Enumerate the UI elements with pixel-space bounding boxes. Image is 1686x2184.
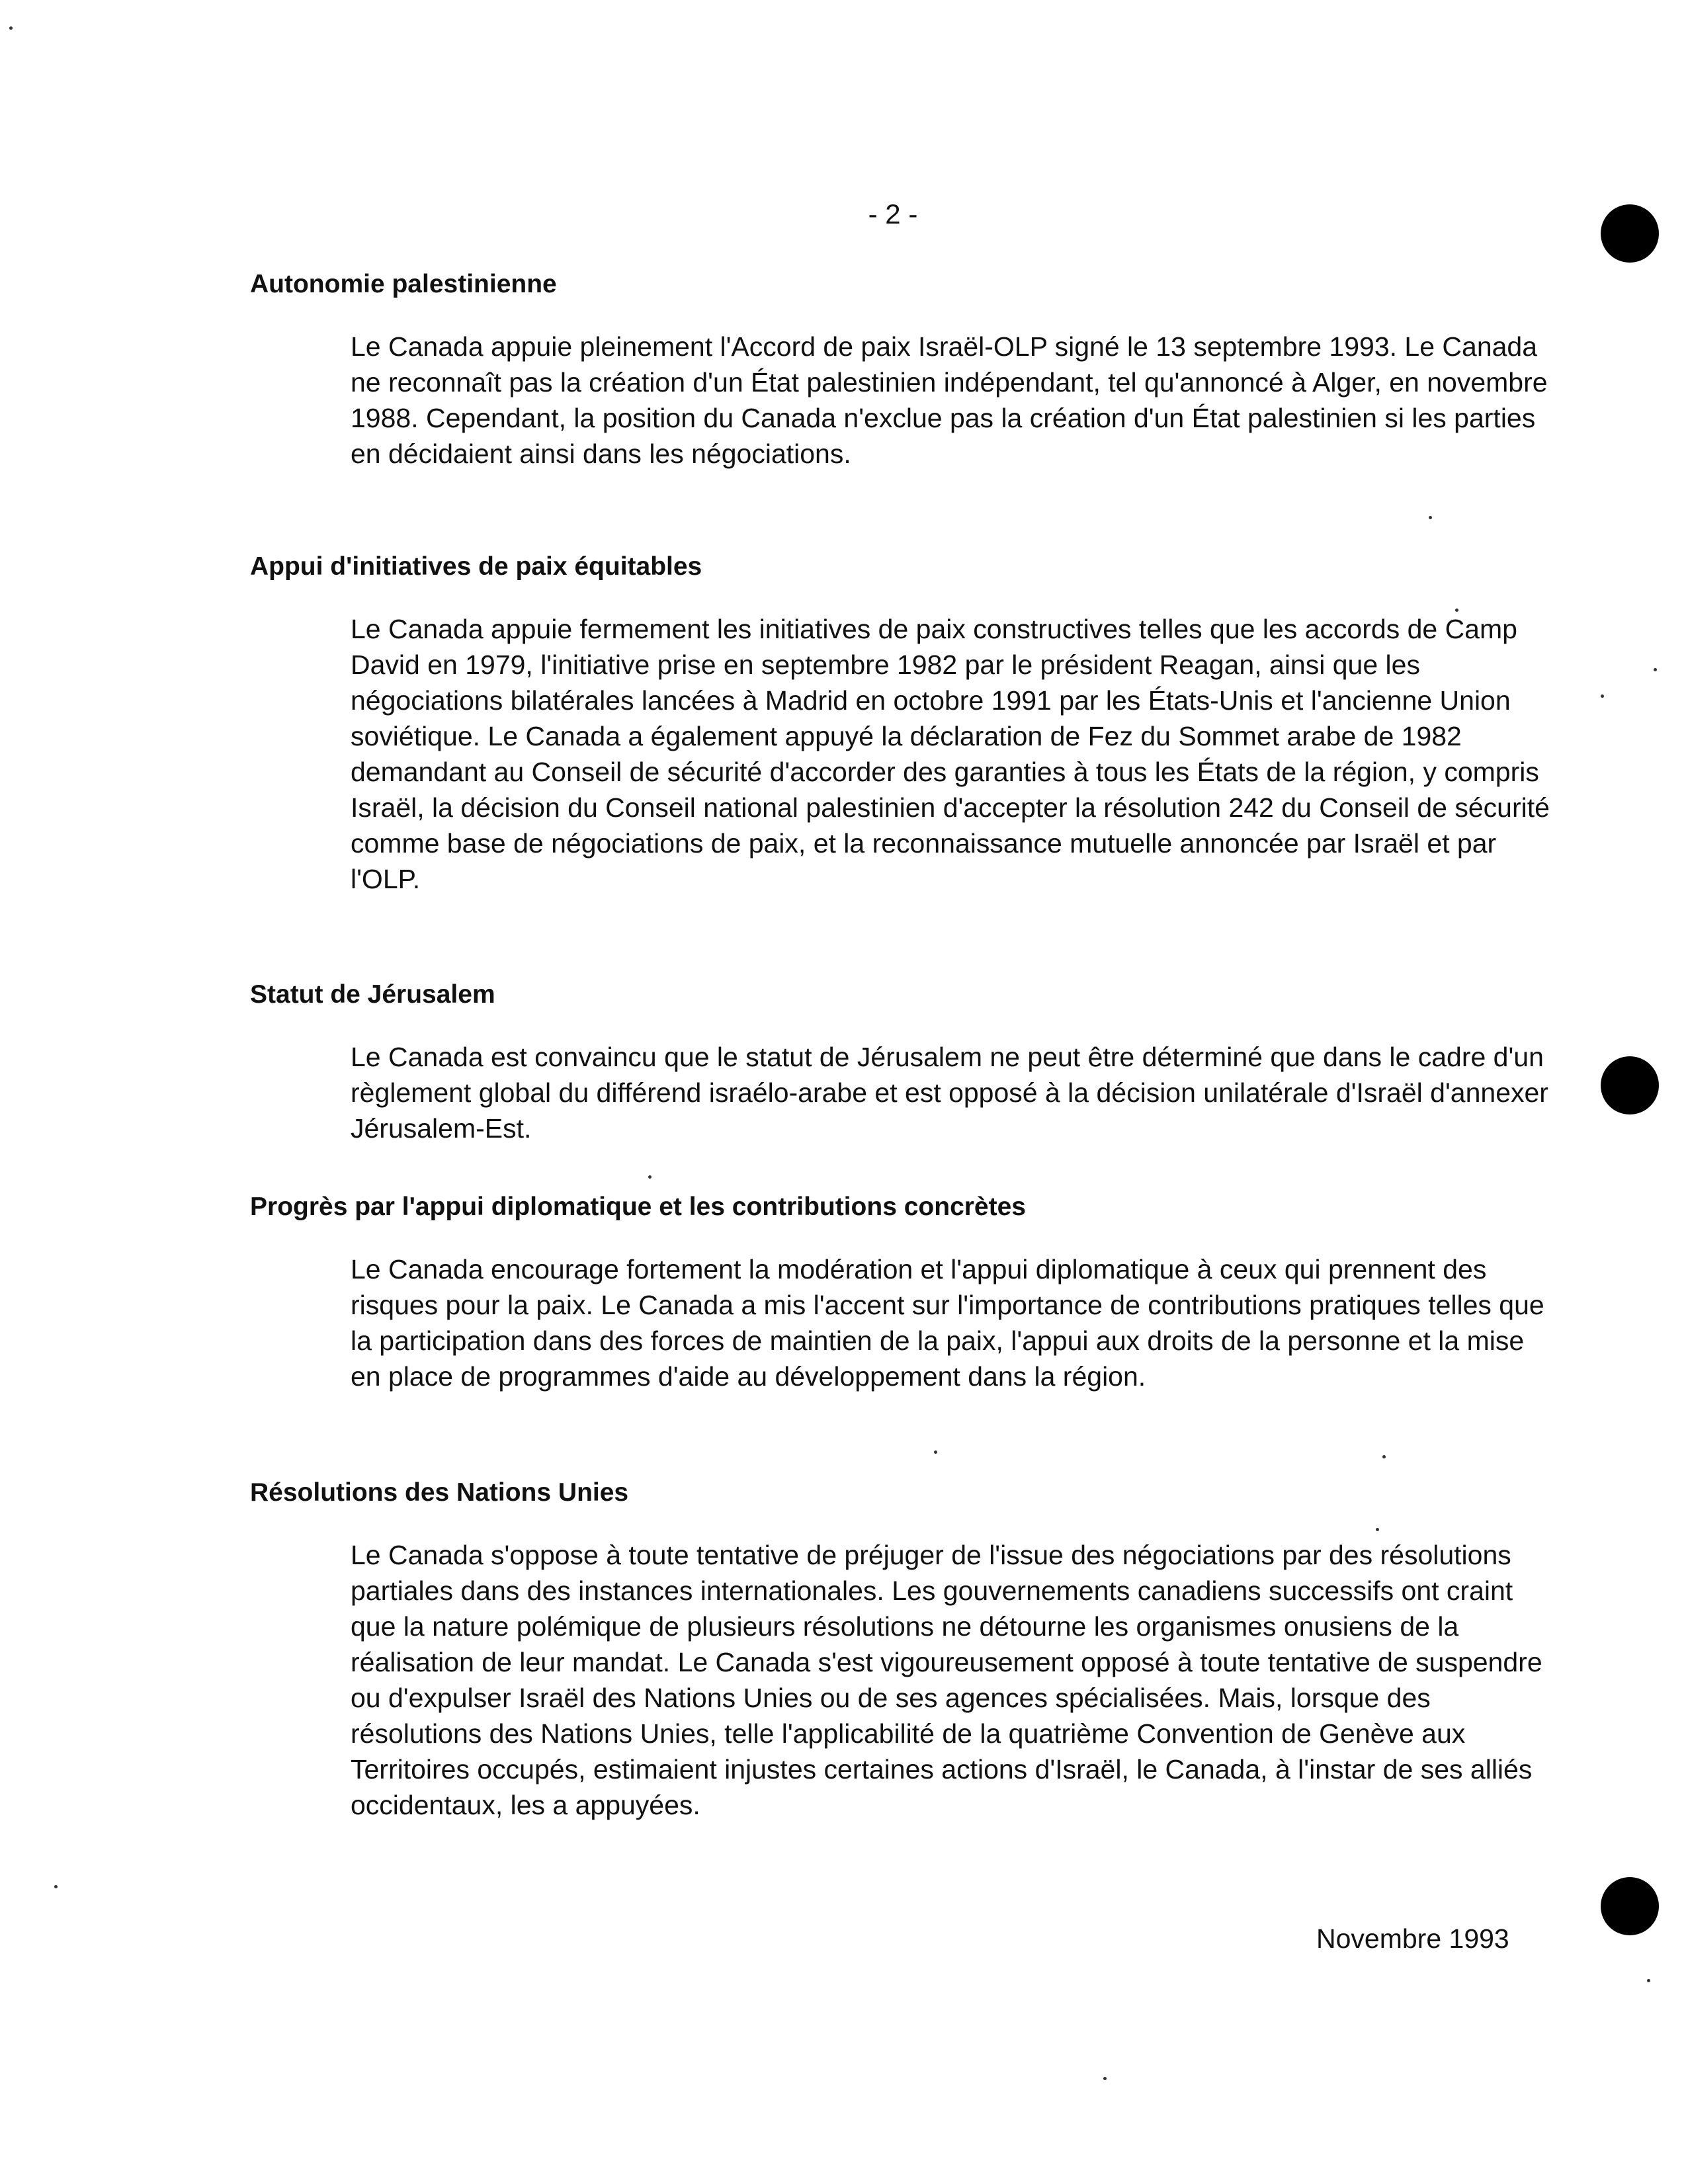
section-body-wrapper — [351, 329, 1561, 472]
section-body: Le Canada est convaincu que le statut de Jérusalem ne peut être déterminé que dans le cadre d'un règlement global du différend israélo-arabe et est opposé à la décision unilatérale d'Israël d'annexer Jérusalem-Est. — [351, 1042, 1548, 1144]
scan-speck — [648, 1175, 652, 1179]
section-appui-initiatives-paix — [250, 549, 1560, 897]
scan-speck — [1647, 1979, 1650, 1982]
section-heading: Progrès par l'appui diplomatique et les contributions concrètes — [250, 1193, 1026, 1221]
scan-speck — [1654, 668, 1657, 671]
section-heading: Résolutions des Nations Unies — [250, 1478, 629, 1507]
punch-hole-bottom — [1601, 1877, 1659, 1935]
document-date: Novembre 1993 — [1316, 1923, 1509, 1954]
section-body: Le Canada appuie fermement les initiatives de paix constructives telles que les accords de Camp David en 1979, l'initiative prise en septembre 1982 par le président Reagan, ainsi que les négociations bilatérales lancées à Madrid en octobre 1991 par les États-Unis et l'ancienne Union soviétique. Le Canada a également appuyé la déclaration de Fez du Sommet arabe de 1982 demandant au Conseil de sécurité d'accorder des garanties à tous les États de la région, y compris Israël, la décision du Conseil national palestinien d'accepter la résolution 242 du Conseil de sécurité comme base de négociations de paix, et la reconnaissance mutuelle annoncée par Israël et par l'OLP. — [351, 614, 1550, 894]
scan-speck — [1429, 516, 1432, 519]
scan-speck — [934, 1450, 937, 1454]
scan-speck — [54, 1885, 58, 1888]
page-number: - 2 - — [868, 198, 918, 230]
section-body: Le Canada appuie pleinement l'Accord de paix Israël-OLP signé le 13 septembre 1993. Le Canada ne reconnaît pas la création d'un État palestinien indépendant, tel qu'annoncé à Alger, en novembre 1988. Cependant, la position du Canada n'exclue pas la création d'un État palestinien si les parties en décidaient ainsi dans les négociations. — [351, 331, 1548, 469]
punch-hole-top — [1601, 204, 1659, 263]
section-body-wrapper — [351, 1251, 1561, 1394]
section-autonomie-palestinienne — [250, 267, 1560, 472]
section-body: Le Canada encourage fortement la modération et l'appui diplomatique à ceux qui prennent des risques pour la paix. Le Canada a mis l'accent sur l'importance de contributions pratiques telles que la participation dans des forces de maintien de la paix, l'appui aux droits de la personne et la mise en place de programmes d'aide au développement dans la région. — [351, 1254, 1544, 1392]
section-heading: Statut de Jérusalem — [250, 980, 495, 1009]
section-progres-appui-diplomatique — [250, 1189, 1560, 1394]
scan-speck — [1601, 694, 1604, 698]
section-body: Le Canada s'oppose à toute tentative de préjuger de l'issue des négociations par des résolutions partiales dans des instances internationales. Les gouvernements canadiens successifs ont craint que la nature polémique de plusieurs résolutions ne détourne les organismes onusiens de la réalisation de leur mandat. Le Canada s'est vigoureusement opposé à toute tentative de suspendre ou d'expulser Israël des Nations Unies ou de ses agences spécialisées. Mais, lorsque des résolutions des Nations Unies, telle l'applicabilité de la quatrième Convention de Genève aux Territoires occupés, estimaient injustes certaines actions d'Israël, le Canada, à l'instar de ses alliés occidentaux, les a appuyées. — [351, 1540, 1542, 1820]
section-heading: Appui d'initiatives de paix équitables — [250, 552, 702, 581]
scan-speck — [1103, 2077, 1107, 2080]
scan-speck — [1382, 1455, 1386, 1458]
section-statut-jerusalem — [250, 977, 1560, 1146]
section-body-wrapper — [351, 1537, 1561, 1823]
scan-speck — [9, 26, 13, 30]
section-body-wrapper — [351, 611, 1561, 897]
section-body-wrapper — [351, 1039, 1561, 1146]
punch-hole-middle — [1601, 1056, 1659, 1114]
section-resolutions-nations-unies — [250, 1475, 1560, 1823]
section-heading: Autonomie palestinienne — [250, 270, 557, 298]
